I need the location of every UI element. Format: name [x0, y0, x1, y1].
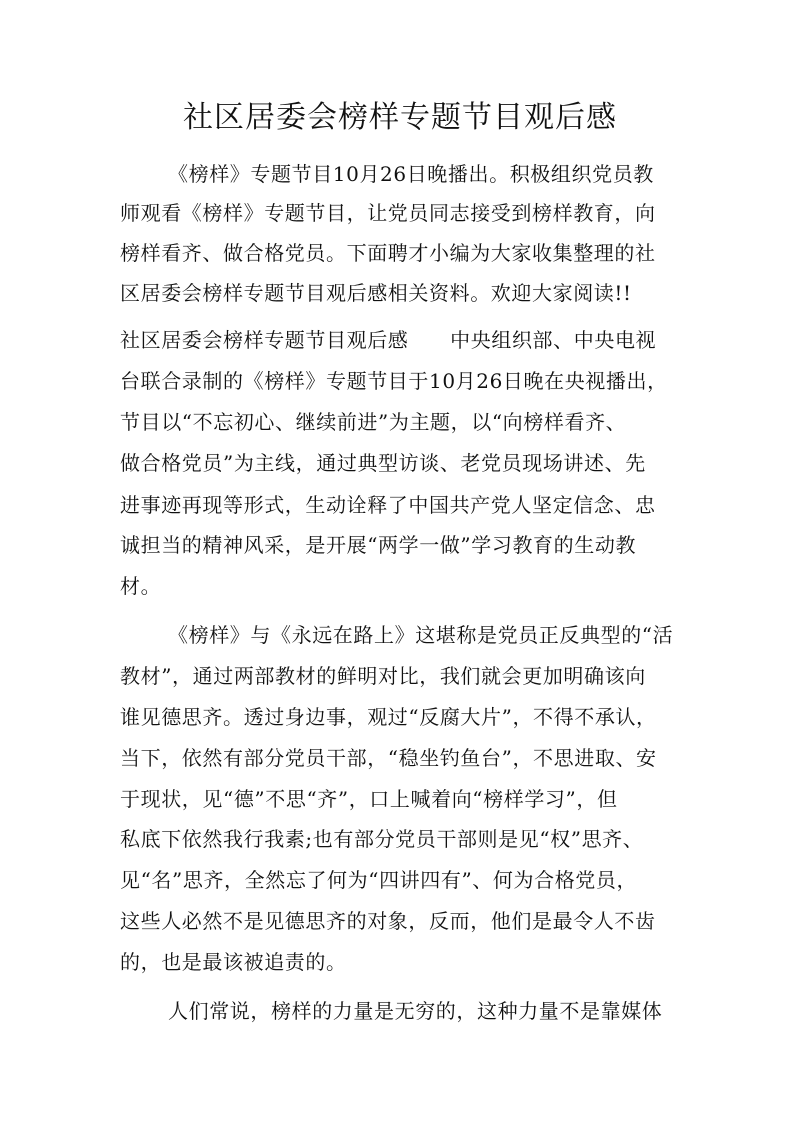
paragraph-line: 区居委会榜样专题节目观后感相关资料。欢迎大家阅读!!: [120, 281, 632, 305]
paragraph-line: 师观看《榜样》专题节目，让党员同志接受到榜样教育，向: [120, 201, 656, 225]
paragraph-line: 进事迹再现等形式，生动诠释了中国共产党人坚定信念、忠: [120, 493, 656, 517]
paragraph-line: 私底下依然我行我素;也有部分党员干部则是见“权”思齐、: [120, 827, 644, 851]
page-title: 社区居委会榜样专题节目观后感: [183, 100, 617, 135]
paragraph-line: 台联合录制的《榜样》专题节目于10月26日晚在央视播出，: [120, 369, 668, 393]
paragraph-line: 的，也是最该被追责的。: [120, 950, 347, 974]
paragraph-line: 《榜样》与《永远在路上》这堪称是党员正反典型的“活: [168, 623, 674, 647]
paragraph-line: 见“名”思齐，全然忘了何为“四讲四有”、何为合格党员，: [120, 868, 638, 892]
paragraph-line: 当下，依然有部分党员干部，“稳坐钓鱼台”，不思进取、安: [120, 746, 657, 770]
paragraph-line: 做合格党员”为主线，通过典型访谈、老党员现场讲述、先: [120, 451, 646, 475]
paragraph-line: 榜样看齐、做合格党员。下面聘才小编为大家收集整理的社: [120, 241, 656, 265]
paragraph-line: 节目以“不忘初心、继续前进”为主题，以“向榜样看齐、: [120, 410, 627, 434]
paragraph-line: 教材”，通过两部教材的鲜明对比，我们就会更加明确该向: [120, 664, 646, 688]
paragraph-line: 人们常说，榜样的力量是无穷的，这种力量不是靠媒体: [168, 999, 663, 1023]
paragraph-line: 社区居委会榜样专题节目观后感 中央组织部、中央电视: [120, 328, 657, 352]
paragraph-line: 于现状，见“德”不思“齐”，口上喊着向“榜样学习”，但: [120, 787, 618, 811]
paragraph-line: 这些人必然不是见德思齐的对象，反而，他们是最令人不齿: [120, 909, 656, 933]
paragraph-line: 《榜样》专题节目10月26日晚播出。积极组织党员教: [168, 162, 654, 186]
paragraph-line: 材。: [120, 574, 162, 598]
paragraph-line: 诚担当的精神风采，是开展“两学一做”学习教育的生动教: [120, 533, 637, 557]
paragraph-line: 谁见德思齐。透过身边事，观过“反腐大片”，不得不承认，: [120, 705, 657, 729]
